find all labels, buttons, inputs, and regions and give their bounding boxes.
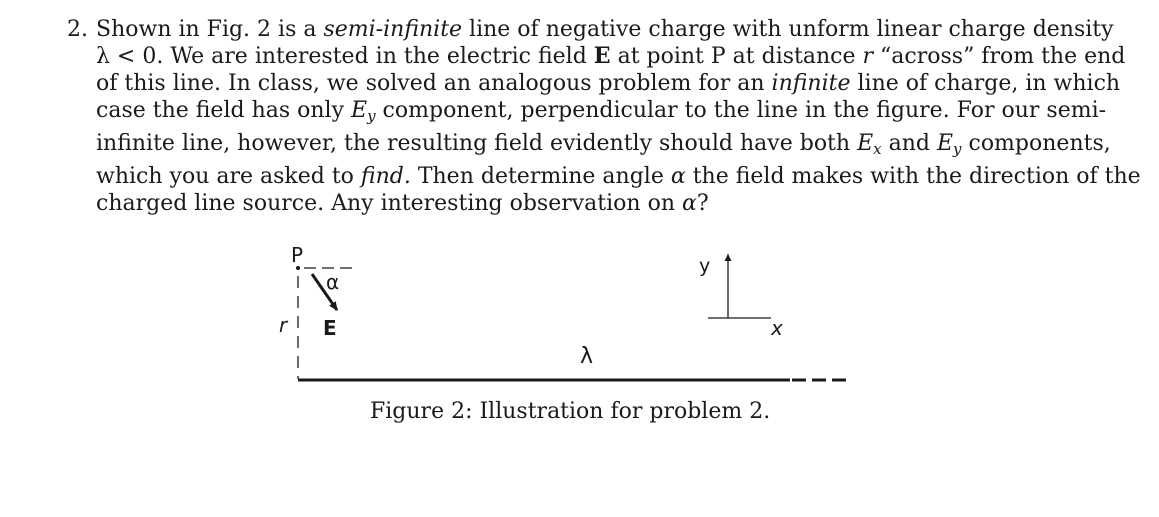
text-run: component, perpendicular to the line in the figure. For our semi- [375,98,1107,123]
lambda-label: λ [580,344,594,369]
text-run: λ < 0. We are interested in the electric field [96,44,594,69]
italic-text: infinite [771,71,851,96]
italic-text: semi-infinite [323,17,463,42]
text-run: components, [961,131,1111,156]
text-run: Then determine angle [410,164,671,189]
point-p-label: P [291,243,304,267]
italic-text: α [670,164,686,189]
text-run: ? [696,191,709,216]
problem-number: 2. [67,17,88,42]
italic-text: find. [360,164,411,189]
italic-text: α [682,191,697,216]
italic-text: E [857,131,874,156]
text-run: line of charge, in which [850,71,1121,96]
text-run: which you are asked to [96,164,361,189]
distance-r-label: r [279,313,288,337]
subscript-text: y [953,140,962,158]
text-run: case the field has only [96,98,352,123]
text-run: “across” from the end [873,44,1126,69]
italic-text: E [351,98,368,123]
bold-text: E [593,43,611,69]
figure-caption: Figure 2: Illustration for problem 2. [370,399,771,424]
text-run: Shown in Fig. 2 is a [96,17,324,42]
field-e-label: E [323,316,337,340]
text-run: line of negative charge with unform linear charge density [462,17,1114,42]
text-run: and [881,131,937,156]
text-run: of this line. In class, we solved an analogous problem for an [96,71,772,96]
italic-text: r [862,44,874,69]
y-axis-label: y [699,255,711,277]
text-run: the field makes with the direction of the [685,164,1141,189]
italic-text: E [936,131,954,156]
subscript-text: y [367,107,376,125]
x-axis-label: x [771,316,783,340]
text-run: charged line source. Any interesting observation on [96,191,682,216]
text-run: at point P at distance [610,44,863,69]
subscript-text: x [873,140,882,158]
alpha-label: α [326,270,340,294]
text-run: infinite line, however, the resulting field evidently should have both [96,131,858,156]
